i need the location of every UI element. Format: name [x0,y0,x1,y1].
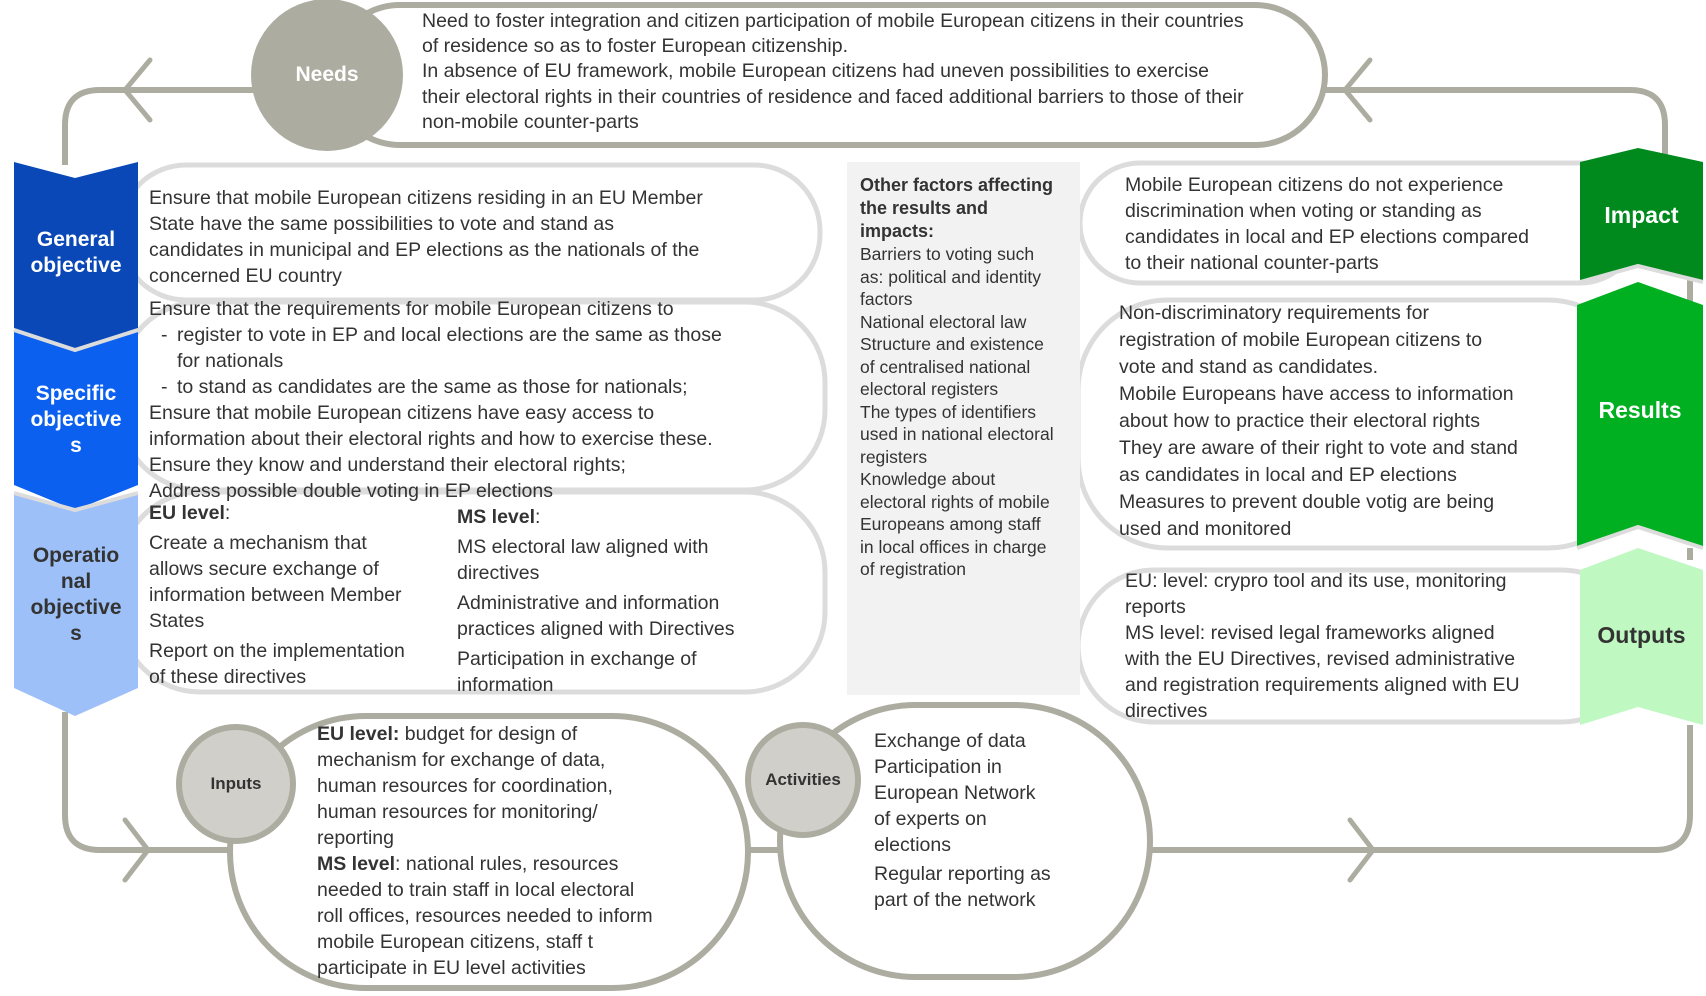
text-line: for nationals [177,350,284,372]
text-line: States [149,610,205,632]
text-line: MS level: revised legal frameworks aligned [1125,622,1495,644]
needs-line: In absence of EU framework, mobile European citizens had uneven possibilities to exercise [422,60,1209,83]
feedback-loop-bottom-right [1148,725,1690,850]
label-line: s [70,622,82,645]
results-label: Results [1598,396,1682,423]
text-line: human resources for coordination, [317,775,613,797]
text-line: mobile European citizens, staff t [317,931,594,953]
text-line: information between Member [149,584,402,606]
text-line: vote and stand as candidates. [1119,356,1379,378]
operational-eu-column [149,500,449,690]
text-line: and registration requirements aligned with EU [1125,674,1520,696]
impact-label: Impact [1604,201,1679,228]
text-line: They are aware of their right to vote and stand [1119,437,1518,459]
text-line: Ensure they know and understand their electoral rights; [149,454,626,476]
text-line: Participation in exchange of [457,648,697,670]
needs-line: of residence so as to foster European citizenship. [422,35,848,58]
impact-text [1125,172,1585,276]
text-line: directives [1125,700,1208,722]
feedback-loop-top-right [1325,90,1665,165]
text-line: reports [1125,596,1186,618]
text-line: European Network [874,782,1036,804]
outputs-text [1125,568,1585,724]
results-text [1119,300,1589,543]
text-line: Ensure that the requirements for mobile European citizens to [149,298,674,320]
inputs-eu-line: EU level: budget for design of [317,723,578,745]
text-line: elections [874,834,951,856]
general-objective-text [149,185,809,289]
text-line: candidates in local and EP elections compared [1125,226,1529,248]
factor-item: The types of identifiers used in national electoral registers [860,401,1054,467]
text-line: Create a mechanism that [149,532,367,554]
factor-item: Structure and existence of centralised national electoral registers [860,334,1044,399]
text-line: about how to practice their electoral rights [1119,410,1480,432]
text-line: register to vote in EP and local elections are the same as those [177,324,722,346]
text-line: concerned EU country [149,265,342,287]
text-line: registration of mobile European citizens to [1119,329,1483,351]
text-line: needed to train staff in local electoral [317,879,635,901]
text-line: with the EU Directives, revised administrative [1125,648,1516,670]
text-line: Report on the implementation [149,640,405,662]
label-line: s [70,434,82,457]
factor-item: Barriers to voting such as: political and identity factors [860,244,1041,309]
label-line: General [36,228,116,251]
needs-line: Need to foster integration and citizen participation of mobile European citizens in their countries [422,10,1244,32]
bullet-item [149,322,829,374]
text-line: information [457,674,554,696]
text-line: Administrative and information [457,592,720,614]
label-line: objective [30,596,122,619]
needs-label: Needs [295,63,359,86]
text-line: Ensure that mobile European citizens have easy access to [149,402,655,424]
text-line: used and monitored [1119,518,1292,540]
activities-label: Activities [765,770,841,789]
factor-item: National electoral law [860,311,1027,332]
text-line: mechanism for exchange of data, [317,749,606,771]
text-line: candidates in municipal and EP elections as the nationals of the [149,239,700,261]
text-line: reporting [317,827,394,849]
needs-line: their electoral rights in their countries of residence and faced additional barriers to those of their [422,85,1244,108]
needs-text [422,9,1322,135]
text-line: Regular reporting as [874,863,1051,885]
eu-level-heading: EU level: [149,502,231,524]
factor-item: Knowledge about electoral rights of mobile Europeans among staff in local offices in charge of registration [860,469,1050,579]
outputs-label: Outputs [1597,621,1686,648]
needs-line: non-mobile counter-parts [422,110,639,133]
ms-level-heading: MS level: [457,506,541,528]
inputs-ms-line: MS level: national rules, resources [317,853,619,875]
inputs-text [317,721,737,981]
text-line: Mobile Europeans have access to information [1119,383,1514,405]
specific-objective-label [14,355,138,485]
text-line: Address possible double voting in EP elections [149,480,553,502]
text-line: Exchange of data [874,730,1026,752]
text-line: Measures to prevent double votig are being [1119,491,1495,513]
activities-text [874,728,1134,913]
label-line: nal [60,570,92,593]
label-line: Operatio [32,544,120,567]
general-objective-label [14,178,138,328]
bullet-item [149,374,829,400]
text-line: discrimination when voting or standing as [1125,200,1482,222]
text-line: participate in EU level activities [317,957,586,979]
operational-objective-label [14,520,138,670]
text-line: information about their electoral rights and how to exercise these. [149,428,713,450]
text-line: allows secure exchange of [149,558,379,580]
other-factors-title: Other factors affecting the results and impacts: [860,175,1054,241]
label-line: objective [30,254,122,277]
other-factors-panel [847,162,1080,695]
label-line: objective [30,408,122,431]
text-line: to their national counter-parts [1125,252,1379,274]
specific-objective-text [149,296,829,504]
inputs-label: Inputs [210,774,262,793]
text-line: Mobile European citizens do not experience [1125,174,1504,196]
text-line: part of the network [874,889,1036,911]
bullet-dash: - [161,324,168,346]
label-line: Specific [35,382,117,405]
text-line: directives [457,562,540,584]
feedback-loop-top [65,90,260,165]
operational-ms-column [457,504,797,698]
text-line: as candidates in local and EP elections [1119,464,1457,486]
text-line: human resources for monitoring/ [317,801,598,823]
text-line: Participation in [874,756,1002,778]
text-line: Non-discriminatory requirements for [1119,302,1429,324]
text-line: of experts on [874,808,987,830]
bullet-dash: - [161,376,168,398]
text-line: EU: level: crypro tool and its use, monitoring [1125,570,1507,592]
text-line: of these directives [149,666,307,688]
text-line: State have the same possibilities to vote and stand as [149,213,615,235]
text-line: MS electoral law aligned with [457,536,709,558]
text-line: to stand as candidates are the same as those for nationals; [177,376,688,398]
text-line: Ensure that mobile European citizens residing in an EU Member [149,187,703,209]
text-line: practices aligned with Directives [457,618,735,640]
text-line: roll offices, resources needed to inform [317,905,653,927]
